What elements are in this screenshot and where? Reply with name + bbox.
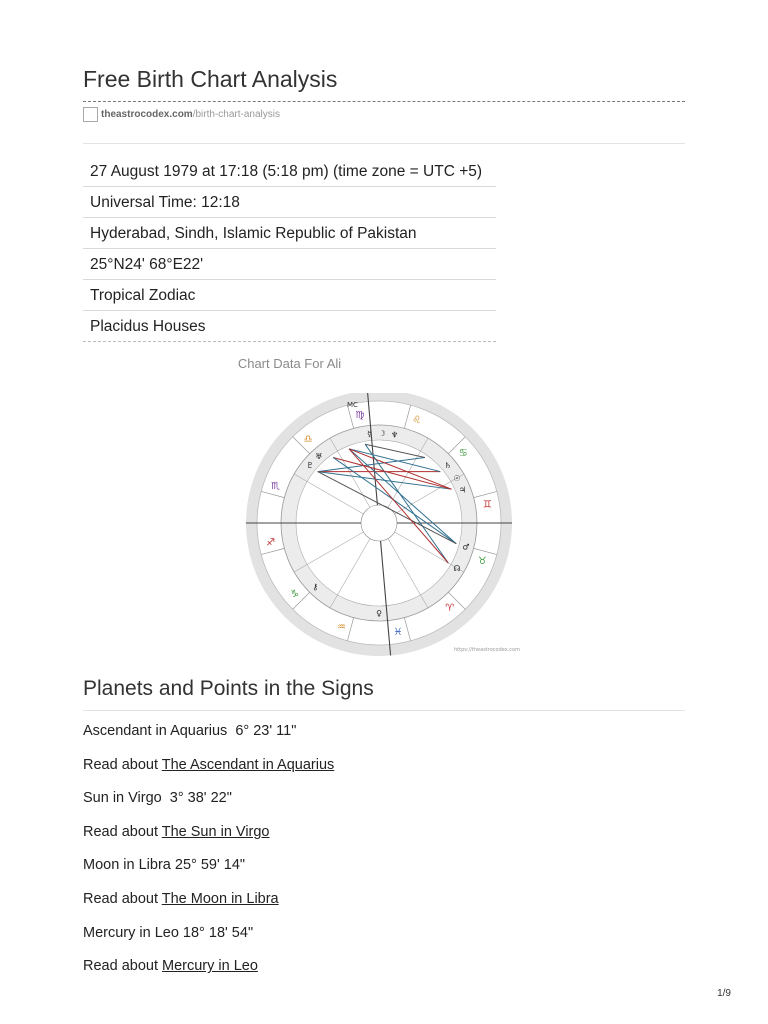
source-url[interactable] xyxy=(83,106,280,122)
zodiac-sign-icon: ♊ xyxy=(482,499,492,511)
read-about-prefix: Read about xyxy=(83,756,162,773)
planet-glyph-icon: ♄ xyxy=(444,461,452,471)
planet-glyph-icon: ♇ xyxy=(306,461,314,471)
link-ascendant-in-aquarius[interactable]: The Ascendant in Aquarius xyxy=(161,756,335,773)
source-domain: theastrocodex.com xyxy=(101,108,193,120)
planet-list xyxy=(83,715,334,984)
read-about-prefix: Read about xyxy=(83,958,163,975)
zodiac-sign-icon: ♏ xyxy=(271,480,281,492)
planet-glyph-icon: ☿ xyxy=(367,429,373,439)
favicon-icon xyxy=(83,107,98,122)
title-divider xyxy=(83,101,685,102)
planet-glyph-icon: ♂ xyxy=(462,542,470,552)
zodiac-sign-icon: ♎ xyxy=(303,434,313,446)
zodiac-sign-icon: ♉ xyxy=(477,556,487,568)
zodiac-sign-icon: ♓ xyxy=(393,626,403,638)
section-heading: Planets and Points in the Signs xyxy=(83,677,374,700)
zodiac-sign-icon: ♈ xyxy=(445,602,455,614)
planet-glyph-icon: ⚷ xyxy=(312,582,319,592)
info-row-zodiac: Tropical Zodiac xyxy=(83,280,496,311)
planet-glyph-icon: ☉ xyxy=(453,474,461,483)
zodiac-sign-icon: ♌ xyxy=(412,415,422,427)
zodiac-sign-icon: ♒ xyxy=(336,621,346,633)
read-about-row xyxy=(83,749,334,783)
planet-glyph-icon: ♆ xyxy=(391,430,399,440)
planet-glyph-icon: ☊ xyxy=(453,564,461,573)
info-row-houses: Placidus Houses xyxy=(83,311,496,342)
info-row-date: 27 August 1979 at 17:18 (5:18 pm) (time zone = UTC +5) xyxy=(83,156,496,187)
link-mercury-in-leo[interactable]: Mercury in Leo xyxy=(162,958,258,975)
chart-info-table xyxy=(83,156,496,342)
page-number: 1/9 xyxy=(717,988,731,999)
zodiac-sign-icon: ♑ xyxy=(290,589,300,601)
placement-mercury: Mercury in Leo 18° 18' 54" xyxy=(83,924,254,941)
source-divider xyxy=(83,143,685,144)
read-about-prefix: Read about xyxy=(83,890,162,907)
read-about-row xyxy=(83,950,334,984)
planet-glyph-icon: ☽ xyxy=(378,429,386,439)
page-title: Free Birth Chart Analysis xyxy=(83,66,338,92)
info-row-coordinates: 25°N24' 68°E22' xyxy=(83,249,496,280)
wheel-watermark: https://theastrocodex.com xyxy=(454,647,520,653)
section-divider xyxy=(83,710,685,711)
read-about-row xyxy=(83,816,334,850)
placement-sun: Sun in Virgo 3° 38' 22" xyxy=(83,790,232,807)
link-moon-in-libra[interactable]: The Moon in Libra xyxy=(161,890,279,907)
zodiac-sign-icon: ♍ xyxy=(355,410,365,422)
info-row-location: Hyderabad, Sindh, Islamic Republic of Pakistan xyxy=(83,218,496,249)
placement-moon: Moon in Libra 25° 59' 14" xyxy=(83,857,246,874)
planet-glyph-icon: ♅ xyxy=(315,452,323,462)
source-path: /birth-chart-analysis xyxy=(192,108,280,120)
planet-glyph-icon: ♀ xyxy=(376,609,382,618)
zodiac-sign-icon: ♋ xyxy=(458,447,468,459)
mc-label: MC xyxy=(347,401,358,409)
link-sun-in-virgo[interactable]: The Sun in Virgo xyxy=(161,823,270,840)
planet-glyph-icon: ♃ xyxy=(458,485,467,495)
chart-caption: Chart Data For Ali xyxy=(237,356,342,371)
read-about-prefix: Read about xyxy=(83,823,162,840)
zodiac-sign-icon: ♐ xyxy=(266,537,276,549)
read-about-row xyxy=(83,883,334,917)
placement-ascendant: Ascendant in Aquarius 6° 23' 11" xyxy=(83,723,297,739)
info-row-universal-time: Universal Time: 12:18 xyxy=(83,187,496,218)
birth-chart-wheel xyxy=(244,393,526,659)
